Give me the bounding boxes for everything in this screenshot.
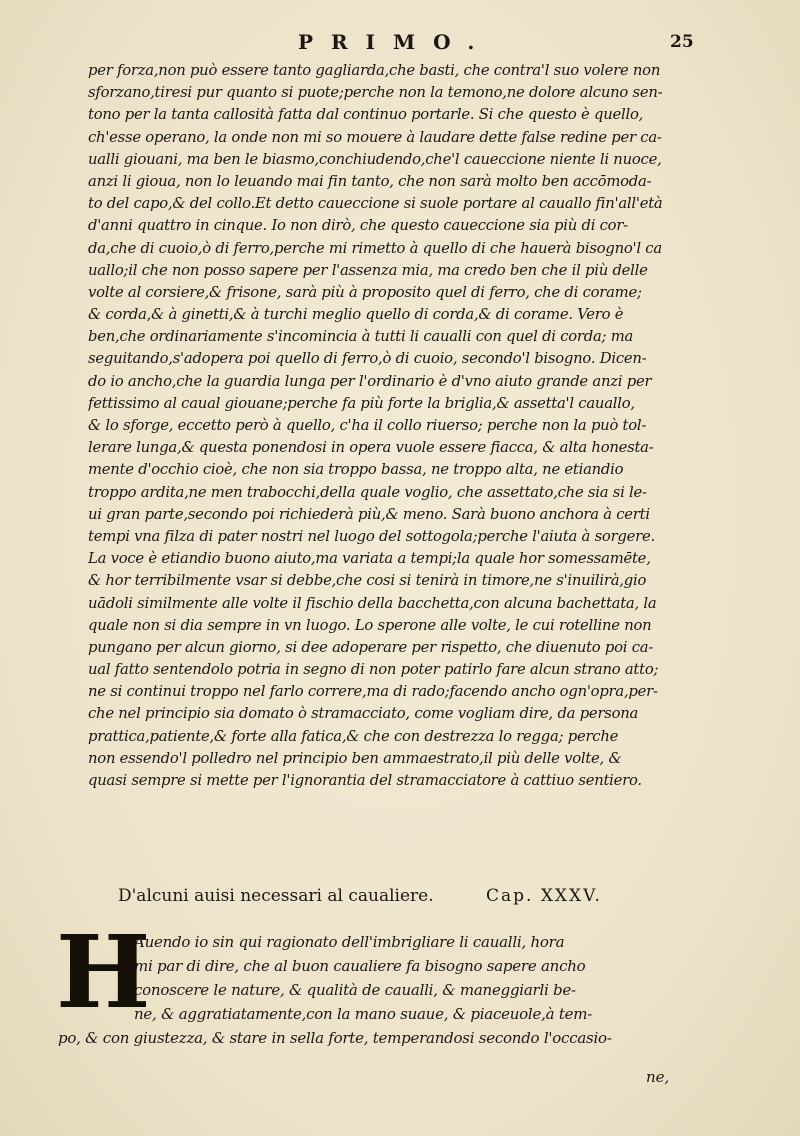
text-line: ch'esse operano, la onde non mi so mouere à laudare dette false redine per ca- <box>88 128 662 146</box>
text-line: & lo sforge, eccetto però à quello, c'ha il collo riuerso; perche non la può tol- <box>88 417 647 434</box>
text-line: quale non si dia sempre in vn luogo. Lo sperone alle volte, le cui rotelline non <box>88 616 652 634</box>
text-line: ualli giouani, ma ben le biasmo,conchiudendo,che'l caueccione niente li nuoce, <box>88 150 662 168</box>
text-line: ual fatto sentendolo potria in segno di non poter patirlo fare alcun strano atto; <box>88 661 659 679</box>
catchword: ne, <box>646 1068 670 1086</box>
text-line: d'anni quattro in cinque. Io non dirò, che questo caueccione sia più di cor- <box>88 217 628 235</box>
chapter-title: D'alcuni auisi necessari al caualiere. <box>118 886 434 906</box>
text-line: anzi li gioua, non lo leuando mai fin tanto, che non sarà molto ben accōmoda- <box>88 172 652 190</box>
text-line: mi par di dire, che al buon caualiere fa bisogno sapere ancho <box>134 957 586 975</box>
text-line: fettissimo al caual giouane;perche fa più forte la briglia,& assetta'l cauallo, <box>88 394 635 412</box>
drop-cap-initial: H <box>56 913 151 1031</box>
page-header <box>0 30 800 56</box>
text-line: tempi vna filza di pater nostri nel luogo del sottogola;perche l'aiuta à sorgere. <box>88 527 655 545</box>
text-line: tono per la tanta callosità fatta dal continuo portarle. Si che questo è quello, <box>88 106 644 124</box>
text-line: non essendo'l polledro nel principio ben ammaestrato,il più delle volte, & <box>88 749 622 767</box>
text-line: per forza,non può essere tanto gagliarda,che basti, che contra'l suo volere non <box>88 62 661 79</box>
text-line: seguitando,s'adopera poi quello di ferro,ò di cuoio, secondo'l bisogno. Dicen- <box>88 350 647 368</box>
text-line: ne si continui troppo nel farlo correre,ma di rado;facendo ancho ogn'opra,per- <box>88 683 658 701</box>
text-line: sforzano,tiresi pur quanto si puote;perche non la temono,ne dolore alcuno sen- <box>88 84 663 102</box>
text-line: uādoli similmente alle volte il fischio della bacchetta,con alcuna bachettata, la <box>88 594 657 612</box>
text-line: da,che di cuoio,ò di ferro,perche mi rimetto à quello di che hauerà bisogno'l ca <box>88 239 662 257</box>
text-line: do io ancho,che la guardia lunga per l'ordinario è d'vno aiuto grande anzi per <box>88 372 652 390</box>
text-line: ui gran parte,secondo poi richiederà più,& meno. Sarà buono anchora à certi <box>88 505 650 523</box>
text-line: lerare lunga,& questa ponendosi in opera vuole essere fiacca, & alta honesta- <box>88 439 654 457</box>
chapter-heading <box>118 886 718 912</box>
text-line: prattica,patiente,& forte alla fatica,& che con destrezza lo regga; perche <box>88 727 619 745</box>
text-line: & hor terribilmente vsar si debbe,che cosi si tenirà in timore,ne s'inuilirà,gio <box>88 572 647 590</box>
text-line: troppo ardita,ne men trabocchi,della quale voglio, che assettato,che sia si le- <box>88 483 647 501</box>
text-line: uallo;il che non posso sapere per l'assenza mia, ma credo ben che il più delle <box>88 261 648 279</box>
text-line: po, & con giustezza, & stare in sella forte, temperandosi secondo l'occasio- <box>58 1029 612 1047</box>
main-text-block <box>88 60 738 792</box>
chapter-number: Cap. XXXV. <box>486 886 602 906</box>
text-line: quasi sempre si mette per l'ignorantia del stramacciatore à cattiuo sentiero. <box>88 772 642 789</box>
text-line: Auendo io sin qui ragionato dell'imbrigliare li caualli, hora <box>134 933 565 951</box>
text-line: mente d'occhio cioè, che non sia troppo bassa, ne troppo alta, ne etiandio <box>88 461 624 479</box>
running-head: PRIMO. <box>298 30 493 54</box>
text-line: La voce è etiandio buono aiuto,ma variata a tempi;la quale hor somessamēte, <box>88 550 651 568</box>
text-line: volte al corsiere,& frisone, sarà più à proposito quel di ferro, che di corame; <box>88 283 642 301</box>
text-line: ne, & aggratiatamente,con la mano suaue, & piaceuole,à tem- <box>134 1005 593 1023</box>
text-line: to del capo,& del collo.Et detto caueccione si suole portare al cauallo fin'all'età <box>88 195 663 213</box>
text-line: pungano per alcun giorno, si dee adoperare per rispetto, che diuenuto poi ca- <box>88 638 654 656</box>
text-line: conoscere le nature, & qualità de caualli, & maneggiarli be- <box>134 981 576 999</box>
text-line: ben,che ordinariamente s'incomincia à tutti li caualli con quel di corda; ma <box>88 328 634 346</box>
text-line: & corda,& à ginetti,& à turchi meglio quello di corda,& di corame. Vero è <box>88 306 624 324</box>
page-number: 25 <box>670 32 694 52</box>
text-line: che nel principio sia domato ò stramacciato, come vogliam dire, da persona <box>88 705 639 723</box>
chapter-text-block <box>58 930 714 1050</box>
